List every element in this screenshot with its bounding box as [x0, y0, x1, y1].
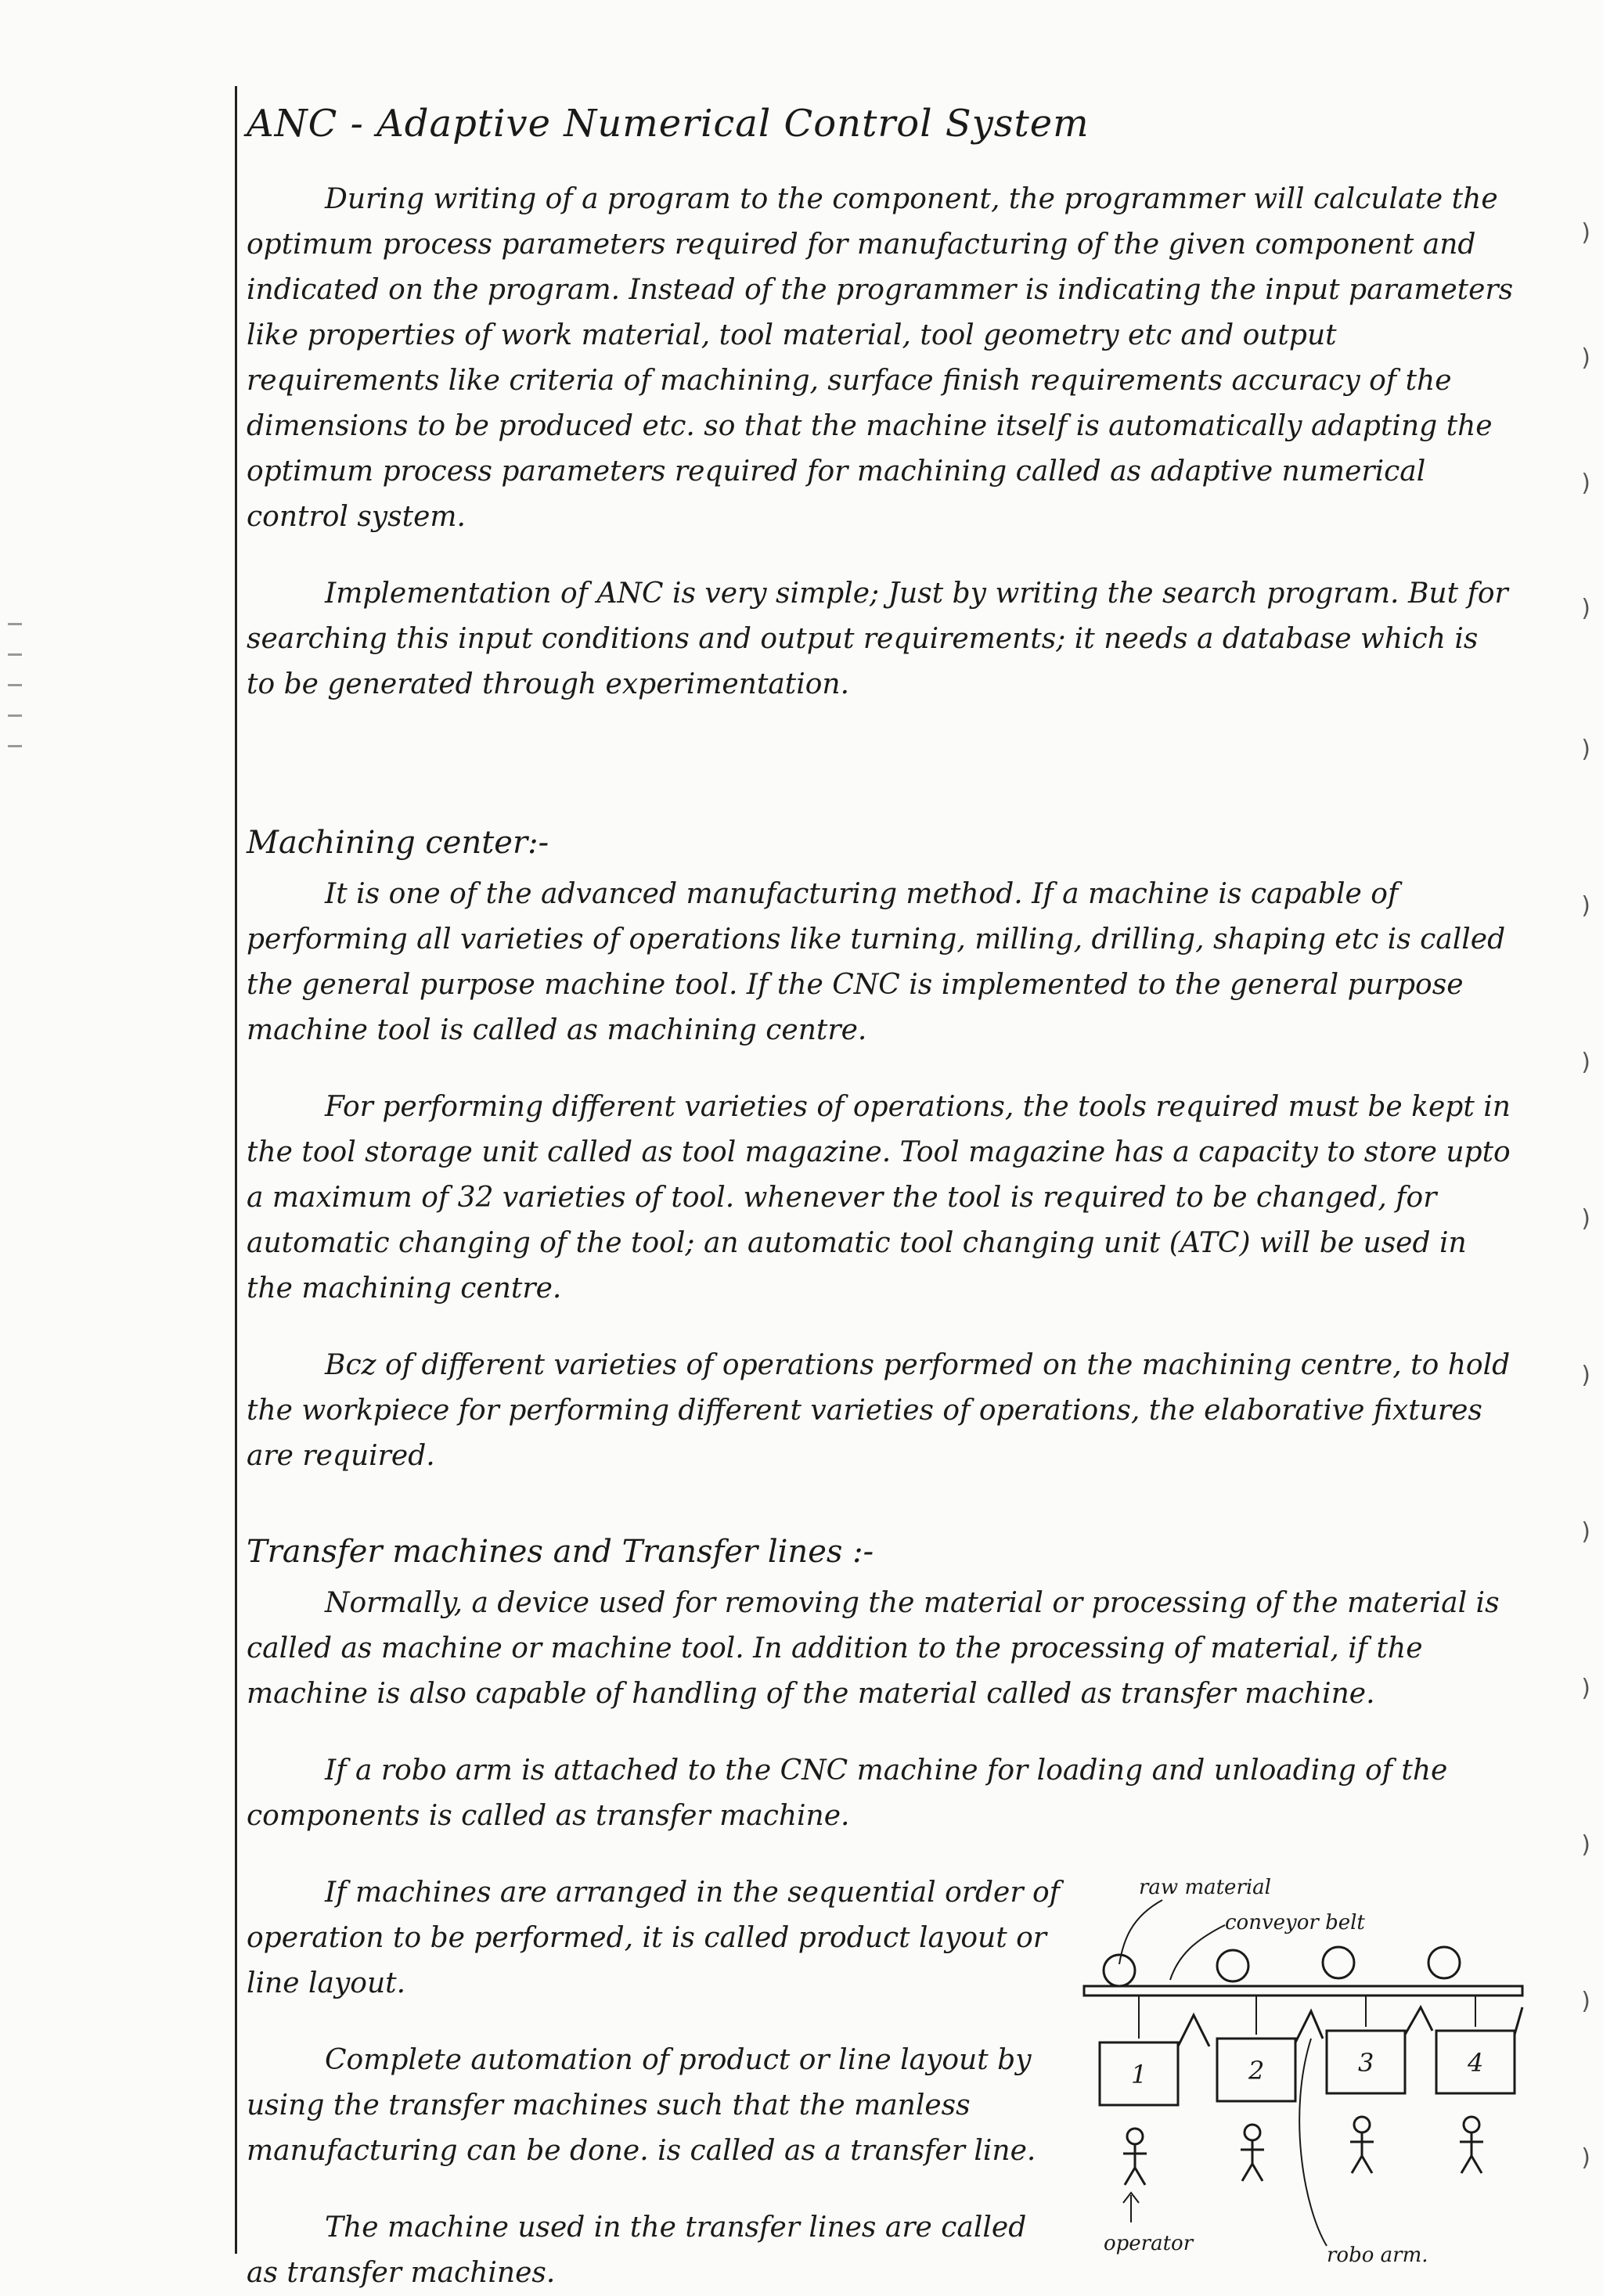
robo-arm	[1295, 2011, 1323, 2042]
conveyor-belt-label: conveyor belt	[1225, 1911, 1365, 1934]
transfer-paragraph-3: If machines are arranged in the sequential order of operation to be performed, it is called product layout or line layout.	[247, 1877, 1060, 1999]
robo-arm	[1515, 2007, 1522, 2035]
machining-center-heading: Machining center:-	[247, 825, 549, 861]
operator-figure	[1123, 2129, 1147, 2185]
transfer-paragraph-2: If a robo arm is attached to the CNC machine for loading and unloading of the components is called as transfer machine.	[247, 1754, 1448, 1832]
machining-paragraph-2: For performing different varieties of operations, the tools required must be kept in the tool storage unit called as tool magazine. Tool magazine has a capacity to store upto a maximum of 32 varieties of tool. whenever the tool is required to be changed, for automatic changing of the tool; an automatic tool changing unit (ATC) will be used in the machining centre.	[247, 1091, 1511, 1305]
raw-material-label: raw material	[1139, 1878, 1271, 1899]
transfer-paragraph-5: The machine used in the transfer lines are called as transfer machines.	[247, 2211, 1027, 2289]
transfer-heading: Transfer machines and Transfer lines :-	[247, 1534, 874, 1570]
transfer-paragraph-4: Complete automation of product or line layout by using the transfer machines such that the manless manufacturing can be done. is called as a transfer line.	[247, 2044, 1036, 2167]
page-title: ANC - Adaptive Numerical Control System	[247, 102, 1090, 146]
raw-material-part	[1428, 1947, 1460, 1978]
machine-number: 2	[1248, 2056, 1265, 2085]
operator-figure	[1350, 2117, 1374, 2173]
robo-arm-label: robo arm.	[1327, 2244, 1428, 2267]
raw-material-part	[1104, 1955, 1135, 1986]
margin-line	[235, 86, 237, 2254]
operator-figure	[1241, 2125, 1264, 2181]
robo-arm	[1405, 2007, 1432, 2035]
robo-arm	[1178, 2015, 1209, 2046]
right-edge-marks: ) ) ) ) ) ) ) ) ) ) ) ) ) )	[1581, 219, 1590, 2172]
raw-material-part	[1217, 1950, 1248, 1981]
left-edge-marks	[8, 595, 31, 776]
transfer-line-section	[247, 1870, 1515, 2296]
machine-number: 4	[1468, 2048, 1484, 2078]
machining-paragraph-3: Bcz of different varieties of operations performed on the machining centre, to hold the workpiece for performing different varieties of operations, the elaborative fixtures are required.	[247, 1349, 1511, 1472]
anc-paragraph-1: During writing of a program to the component, the programmer will calculate the optimum process parameters required for manufacturing of the given component and indicated on the program. Instead of the programmer is indicating the input parameters like properties of work material, tool material, tool geometry etc and output requirements like criteria of machining, surface finish requirements accuracy of the dimensions to be produced etc. so that the machine itself is automatically adapting the optimum process parameters required for machining called as adaptive numerical control system.	[247, 183, 1514, 533]
raw-material-part	[1323, 1947, 1354, 1978]
machine-number: 3	[1358, 2048, 1374, 2078]
machine-number: 1	[1131, 2060, 1147, 2089]
transfer-line-diagram	[1076, 1878, 1530, 2285]
operator-label: operator	[1104, 2232, 1194, 2255]
operator-figure	[1460, 2117, 1483, 2173]
transfer-paragraph-1: Normally, a device used for removing the material or processing of the material is called as machine or machine tool. In addition to the processing of material, if the machine is also capable of handling of the material called as transfer machine.	[247, 1587, 1500, 1710]
notes-page	[247, 102, 1515, 2296]
conveyor-belt	[1084, 1986, 1522, 1996]
machining-paragraph-1: It is one of the advanced manufacturing method. If a machine is capable of performing all varieties of operations like turning, milling, drilling, shaping etc is called the general purpose machine tool. If the CNC is implemented to the general purpose machine tool is called as machining centre.	[247, 878, 1506, 1046]
anc-paragraph-2: Implementation of ANC is very simple; Just by writing the search program. But for searching this input conditions and output requirements; it needs a database which is to be generated through experimentation.	[247, 578, 1508, 700]
